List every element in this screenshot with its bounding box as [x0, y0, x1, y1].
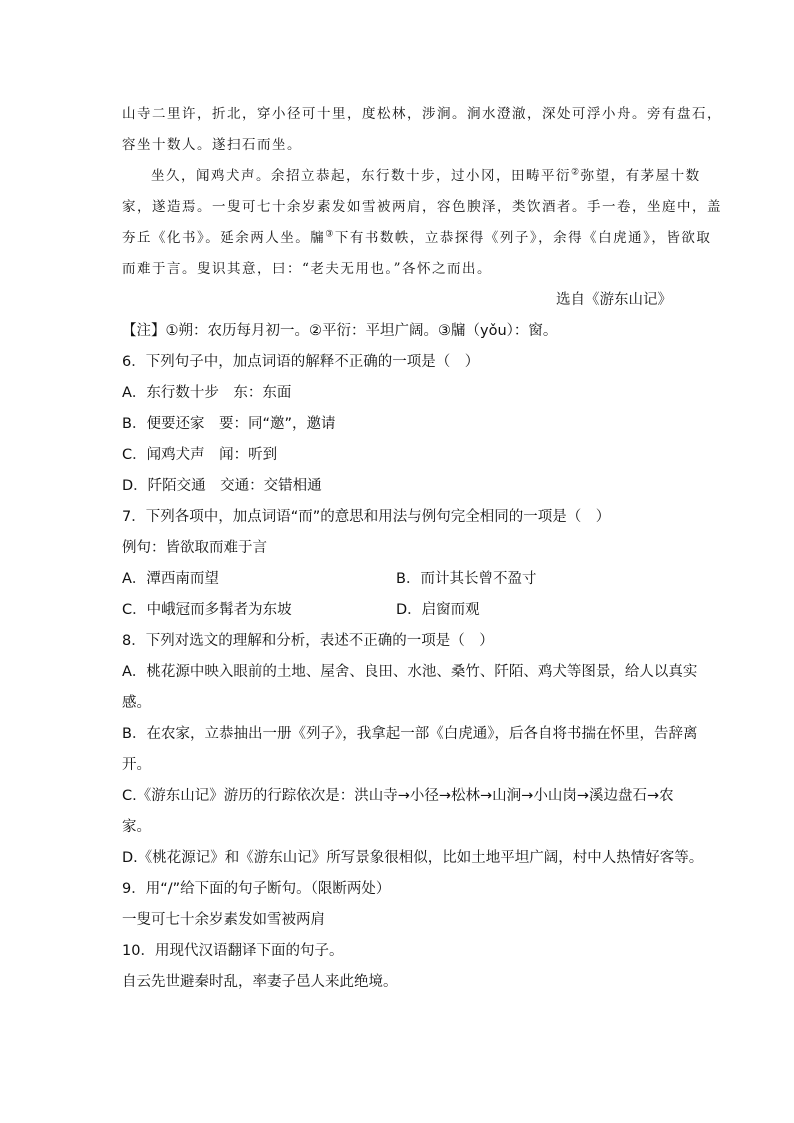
q6-option-c: C．闻鸡犬声 闻：听到 [122, 447, 278, 463]
q9-stem: 9．用“/”给下面的句子断句。（限断两处） [122, 881, 391, 897]
passage-line-3 [151, 166, 701, 186]
q8-option-a-line-2: 感。 [122, 695, 151, 711]
q7-example: 例句：皆欲取而难于言 [122, 540, 267, 556]
q6-stem: 6．下列句子中，加点词语的解释不正确的一项是（ ） [122, 354, 480, 370]
q9-sentence: 一叟可七十余岁素发如雪被两肩 [122, 912, 325, 928]
passage-source: 选自《游东山记》 [556, 292, 672, 308]
q6-option-a: A．东行数十步 东：东面 [122, 385, 292, 401]
passage-line-6: 而难于言。叟识其意，曰：“老夫无用也。”各怀之而出。 [122, 261, 493, 277]
q7-option-a: A．潭西南而望 [122, 571, 219, 587]
passage-line-1: 山寺二里许，折北，穿小径可十里，度松林，涉涧。涧水澄澈，深处可浮小舟。旁有盘石， [122, 106, 722, 122]
passage-line-3-text-a: 坐久，闻鸡犬声。余招立恭起，东行数十步，过小冈，田畴平衍 [151, 168, 571, 184]
passage-line-5-text-a: 夯丘《化书》。延余两人坐。牖 [122, 230, 326, 246]
q7-stem: 7．下列各项中，加点词语“而”的意思和用法与例句完全相同的一项是（ ） [122, 509, 611, 525]
q8-option-b-line-2: 开。 [122, 757, 151, 773]
passage-line-2: 容坐十数人。遂扫石而坐。 [122, 137, 302, 153]
q8-option-b-line-1: B．在农家，立恭抽出一册《列子》，我拿起一部《白虎通》，后各自将书揣在怀里，告辞离 [122, 726, 698, 742]
q8-option-c-line-1: C.《游东山记》游历的行踪依次是：洪山寺→小径→松林→山涧→小山岗→溪边盘石→农 [122, 788, 674, 804]
q6-option-d: D．阡陌交通 交通：交错相通 [122, 478, 322, 494]
q8-option-c-line-2: 家。 [122, 819, 151, 835]
footnote-marker-2: ② [571, 167, 581, 178]
q7-option-c: C．中峨冠而多髯者为东坡 [122, 602, 292, 618]
q7-option-b: B．而计其长曾不盈寸 [396, 571, 537, 587]
footnote-marker-3: ③ [325, 229, 335, 240]
q10-sentence: 自云先世避秦时乱，率妻子邑人来此绝境。 [122, 974, 398, 990]
q7-option-d: D．启窗而观 [396, 602, 480, 618]
passage-line-4: 家，遂造焉。一叟可七十余岁素发如雪被两肩，容色腴泽，类饮酒者。手一卷，坐庭中，盖 [122, 199, 722, 215]
passage-line-5 [122, 228, 711, 248]
q8-option-a-line-1: A．桃花源中映入眼前的土地、屋舍、良田、水池、桑竹、阡陌、鸡犬等图景，给人以真实 [122, 664, 698, 680]
q8-stem: 8．下列对选文的理解和分析，表述不正确的一项是（ ） [122, 633, 494, 649]
passage-line-3-text-b: 弥望，有茅屋十数 [580, 168, 701, 184]
q10-stem: 10．用现代汉语翻译下面的句子。 [122, 943, 344, 959]
annotation-note: 【注】①朔：农历每月初一。②平衍：平坦广阔。③牖（yǒu）：窗。 [122, 323, 558, 339]
passage-line-5-text-b: 下有书数帙，立恭探得《列子》，余得《白虎通》，皆欲取 [334, 230, 712, 246]
q6-option-b: B．便要还家 要：同“邀”，邀请 [122, 416, 336, 432]
q8-option-d: D.《桃花源记》和《游东山记》所写景象很相似，比如土地平坦广阔，村中人热情好客等。 [122, 850, 704, 866]
